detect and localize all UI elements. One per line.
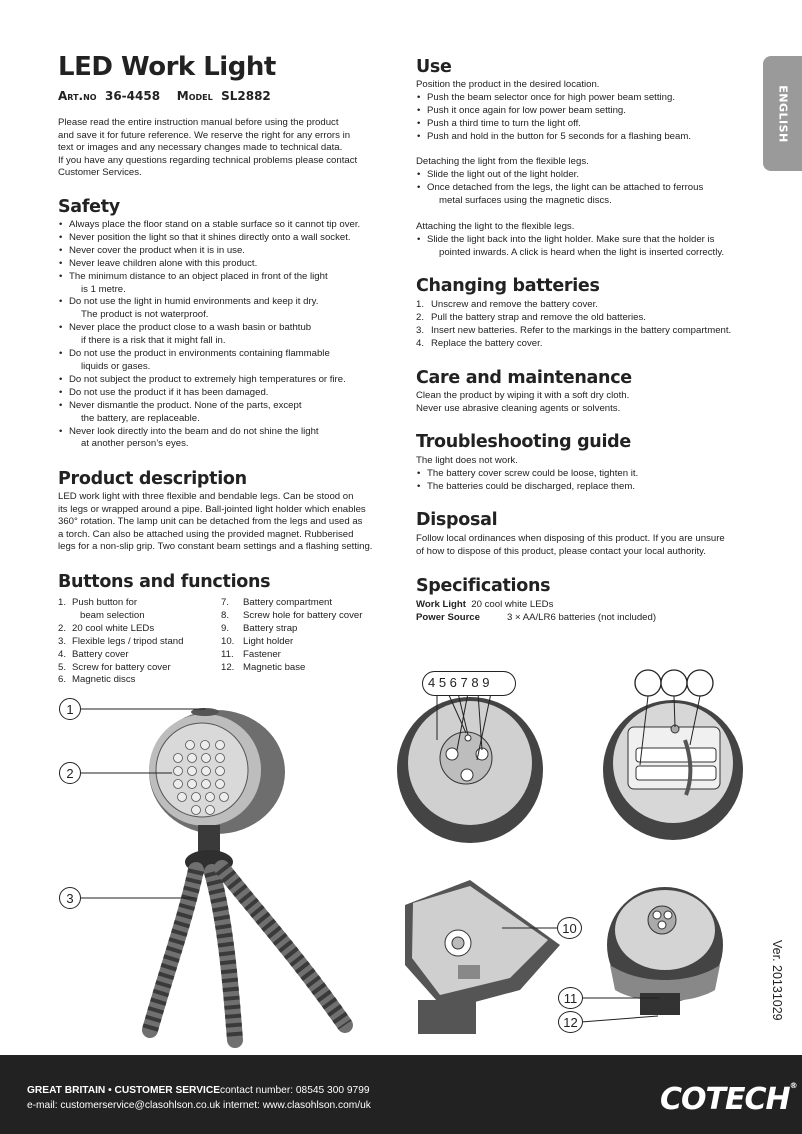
detach-list [416, 169, 703, 208]
led-dot [202, 780, 211, 789]
item-number: 4. [416, 337, 425, 349]
use-list [416, 92, 691, 144]
spec-row [416, 611, 656, 624]
disposal-heading: Disposal [416, 510, 498, 530]
led-dot [202, 754, 211, 763]
list-item-text: the battery, are replaceable. [81, 412, 200, 424]
list-item-text: • Never leave children alone with this product. [69, 257, 258, 269]
list-item-text: metal surfaces using the magnetic discs. [439, 194, 612, 206]
item-text: 20 cool white LEDs [72, 622, 155, 634]
list-item-text: • Never position the light so that it shines directly onto a wall socket. [69, 231, 351, 243]
list-item [58, 387, 360, 400]
care-heading: Care and maintenance [416, 368, 632, 388]
use-heading: Use [416, 57, 452, 77]
list-item-text: • Never cover the product when it is in use. [69, 244, 245, 256]
numbered-item [416, 312, 731, 325]
list-item [58, 322, 360, 348]
led-dot [192, 806, 201, 815]
art-label: Art.no [58, 89, 97, 103]
item-number: 3. [416, 324, 425, 336]
led-dot [216, 767, 225, 776]
item-text: Pull the battery strap and remove the old batteries. [431, 311, 646, 323]
numbered-item [416, 338, 731, 351]
work-light-illustration [149, 708, 345, 1040]
list-item-text: pointed inwards. A click is heard when the light is inserted correctly. [439, 246, 725, 258]
numbered-item [416, 325, 731, 338]
attach-list [416, 234, 724, 260]
led-dot [216, 754, 225, 763]
item-number: 8. [221, 609, 230, 621]
numbered-item [221, 597, 362, 610]
footer-country: GREAT BRITAIN • CUSTOMER SERVICE [27, 1085, 220, 1096]
item-text: Battery compartment [243, 597, 333, 608]
led-dot [216, 741, 225, 750]
item-text: Replace the battery cover. [431, 337, 543, 349]
text-line: Clean the product by wiping it with a soft dry cloth. [416, 390, 630, 401]
buttons-functions-list-right [221, 597, 362, 674]
disposal-text [416, 533, 725, 558]
light-holder-illustration [405, 880, 560, 1034]
list-item [58, 219, 360, 232]
numbered-item [58, 636, 183, 649]
safety-heading: Safety [58, 197, 120, 217]
buttons-functions-list-left [58, 597, 183, 687]
item-number: 11. [221, 648, 234, 660]
list-item-text: • The battery cover screw could be loose, tighten it. [427, 468, 639, 479]
list-item-text: liquids or gases. [81, 360, 151, 372]
product-description-text [58, 491, 372, 554]
list-item-text: • Slide the light back into the light holder. Make sure that the holder is [427, 234, 715, 245]
specifications-table [416, 598, 656, 624]
product-description-heading: Product description [58, 469, 247, 489]
list-item [416, 118, 691, 131]
list-item-text: The product is not waterproof. [81, 309, 209, 321]
led-dot [188, 767, 197, 776]
care-text [416, 390, 629, 415]
led-dot [188, 780, 197, 789]
numbered-item [221, 610, 362, 623]
led-dot [178, 793, 187, 802]
item-number: 3. [58, 635, 67, 647]
list-item [416, 105, 691, 118]
spec-label: Power Source [416, 612, 480, 623]
text-line: a torch. Can also be attached using the provided magnet. Rubberised [58, 528, 354, 540]
item-number: 6. [58, 674, 67, 686]
intro-text [58, 117, 357, 180]
numbered-item [416, 299, 731, 312]
list-item [416, 182, 703, 208]
item-text: Insert new batteries. Refer to the markings in the battery compartment. [431, 324, 732, 336]
callout-10: 10 [557, 917, 582, 939]
numbered-item [221, 649, 362, 662]
safety-list [58, 219, 360, 451]
list-item-text: • Never place the product close to a wash basin or bathtub [69, 322, 312, 334]
list-item-text: • Push the beam selector once for high power beam setting. [427, 92, 675, 103]
list-item [58, 348, 360, 374]
item-text: Magnetic base [243, 661, 306, 673]
item-text: Push button for [72, 597, 138, 608]
list-item-text: if there is a risk that it might fall in. [81, 335, 226, 347]
magnetic-base-illustration [607, 887, 723, 1015]
list-item [416, 234, 724, 260]
list-item [416, 169, 703, 182]
led-dot [201, 741, 210, 750]
item-number: 12. [221, 661, 235, 673]
led-dot [192, 793, 201, 802]
callout-group-numbers: 4 5 6 7 8 9 [428, 675, 490, 690]
list-item-text: • Push it once again for low power beam setting. [427, 104, 626, 116]
list-item-text: • The batteries could be discharged, replace them. [427, 480, 635, 492]
list-item-text: • Always place the floor stand on a stable surface so it cannot tip over. [69, 219, 361, 230]
list-item [416, 131, 691, 144]
item-text: Fastener [243, 648, 281, 660]
footer-contact-number: contact number: 08545 300 9799 [220, 1085, 370, 1096]
callout-3: 3 [59, 887, 81, 909]
callout-11: 11 [558, 987, 583, 1009]
item-text: Battery cover [72, 648, 129, 660]
item-number: 9. [221, 622, 230, 634]
led-dot [216, 780, 225, 789]
text-line: Customer Services. [58, 167, 142, 179]
led-dot [206, 806, 215, 815]
text-line: LED work light with three flexible and bendable legs. Can be stood on [58, 491, 354, 502]
item-number: 4. [58, 648, 67, 660]
text-line: text or images and any necessary changes made to technical data. [58, 142, 343, 154]
list-item-text: • Do not use the product if it has been damaged. [69, 386, 269, 398]
list-item-text: • Once detached from the legs, the light can be attached to ferrous [427, 181, 704, 193]
detach-intro: Detaching the light from the flexible legs. [416, 156, 589, 167]
list-item-text: • Slide the light out of the light holder. [427, 169, 580, 180]
list-item [58, 426, 360, 452]
item-number: 2. [58, 622, 67, 634]
item-number: 7. [221, 597, 230, 608]
item-text: Light holder [243, 635, 294, 647]
list-item [416, 92, 691, 105]
callout-2: 2 [59, 762, 81, 784]
text-line: legs for a non-slip grip. Two constant beam settings and a flashing setting. [58, 541, 373, 553]
numbered-item [221, 636, 362, 649]
led-dot [220, 793, 229, 802]
list-item-text: • Push a third time to turn the light off. [427, 117, 581, 129]
list-item [58, 296, 360, 322]
troubleshooting-heading: Troubleshooting guide [416, 432, 631, 452]
battery-compartment-illustration [603, 700, 743, 840]
list-item [58, 400, 360, 426]
list-item [58, 271, 360, 297]
battery-cover-illustration [397, 697, 543, 843]
specifications-heading: Specifications [416, 576, 551, 596]
attach-intro: Attaching the light to the flexible legs. [416, 221, 575, 232]
text-line: and save it for future reference. We reserve the right for any errors in [58, 129, 351, 141]
list-item-text: • Do not subject the product to extremely high temperatures or fire. [69, 373, 346, 385]
numbered-item [221, 662, 362, 675]
item-text: Screw hole for battery cover [243, 609, 363, 621]
item-text: beam selection [80, 609, 145, 621]
language-tab-label: ENGLISH [776, 84, 789, 143]
list-item [416, 468, 638, 481]
list-item [58, 374, 360, 387]
spec-value: 20 cool white LEDs [471, 599, 554, 610]
item-text: Magnetic discs [72, 674, 136, 686]
list-item [58, 245, 360, 258]
list-item-text: • The minimum distance to an object placed in front of the light [69, 270, 328, 282]
changing-batteries-heading: Changing batteries [416, 276, 600, 296]
logo-text: COTECH [660, 1082, 790, 1117]
callout-12: 12 [558, 1011, 583, 1033]
footer-email-line: e-mail: customerservice@clasohlson.co.uk internet: www.clasohlson.com/uk [27, 1100, 371, 1111]
text-line: Never use abrasive cleaning agents or solvents. [416, 402, 621, 414]
model-label: Model [176, 89, 213, 103]
art-number: 36-4458 [104, 89, 161, 103]
led-dot [188, 754, 197, 763]
language-tab [763, 56, 802, 171]
item-number: 1. [58, 597, 67, 608]
logo-reg-mark: ® [789, 1081, 797, 1090]
numbered-item [58, 674, 183, 687]
numbered-item [58, 662, 183, 675]
list-item-text: • Do not use the product in environments containing flammable [69, 348, 330, 360]
item-text: Screw for battery cover [72, 661, 171, 673]
list-item-text: • Never look directly into the beam and do not shine the light [69, 425, 319, 437]
footer [0, 1055, 802, 1134]
troubleshooting-intro: The light does not work. [416, 455, 518, 466]
item-number: 2. [416, 311, 425, 323]
item-text: Unscrew and remove the battery cover. [431, 299, 598, 310]
footer-contact-line [27, 1085, 370, 1096]
changing-batteries-list [416, 299, 731, 351]
list-item [416, 481, 638, 494]
list-item-text: at another person’s eyes. [81, 438, 189, 450]
numbered-item [58, 597, 183, 610]
spec-value: 3 × AA/LR6 batteries (not included) [506, 612, 657, 623]
list-item [58, 232, 360, 245]
text-line: Follow local ordinances when disposing of this product. If you are unsure [416, 533, 725, 544]
use-intro: Position the product in the desired location. [416, 79, 600, 90]
led-dot [186, 741, 195, 750]
text-line: If you have any questions regarding technical problems please contact [58, 154, 358, 166]
led-dot [174, 767, 183, 776]
text-line: Please read the entire instruction manual before using the product [58, 117, 339, 128]
item-text: Flexible legs / tripod stand [72, 635, 184, 647]
text-line: its legs or wrapped around a pipe. Ball-jointed light holder which enables [58, 503, 366, 515]
numbered-item [58, 623, 183, 636]
numbered-item [58, 610, 183, 623]
troubleshooting-list [416, 468, 638, 494]
numbered-item [58, 649, 183, 662]
article-line [58, 89, 271, 103]
led-dot [174, 754, 183, 763]
spec-row [416, 598, 656, 611]
led-dot [206, 793, 215, 802]
list-item-text: • Do not use the light in humid environments and keep it dry. [69, 296, 319, 308]
list-item-text: is 1 metre. [81, 283, 126, 295]
text-line: 360° rotation. The lamp unit can be detached from the legs and used as [58, 516, 363, 528]
page-title: LED Work Light [58, 52, 276, 82]
numbered-item [221, 623, 362, 636]
buttons-functions-heading: Buttons and functions [58, 572, 271, 592]
text-line: of how to dispose of this product, please contact your local authority. [416, 545, 706, 557]
item-number: 1. [416, 299, 425, 310]
list-item-text: • Push and hold in the button for 5 seconds for a flashing beam. [427, 130, 692, 142]
callout-1: 1 [59, 698, 81, 720]
model-number: SL2882 [221, 89, 271, 103]
cotech-logo [660, 1082, 797, 1117]
led-dot [202, 767, 211, 776]
item-number: 10. [221, 635, 235, 647]
item-text: Battery strap [243, 622, 298, 634]
list-item [58, 258, 360, 271]
item-number: 5. [58, 661, 67, 673]
list-item-text: • Never dismantle the product. None of the parts, except [69, 399, 302, 411]
version-label: Ver. 20131029 [770, 940, 784, 1021]
led-dot [174, 780, 183, 789]
spec-label: Work Light [416, 599, 466, 610]
